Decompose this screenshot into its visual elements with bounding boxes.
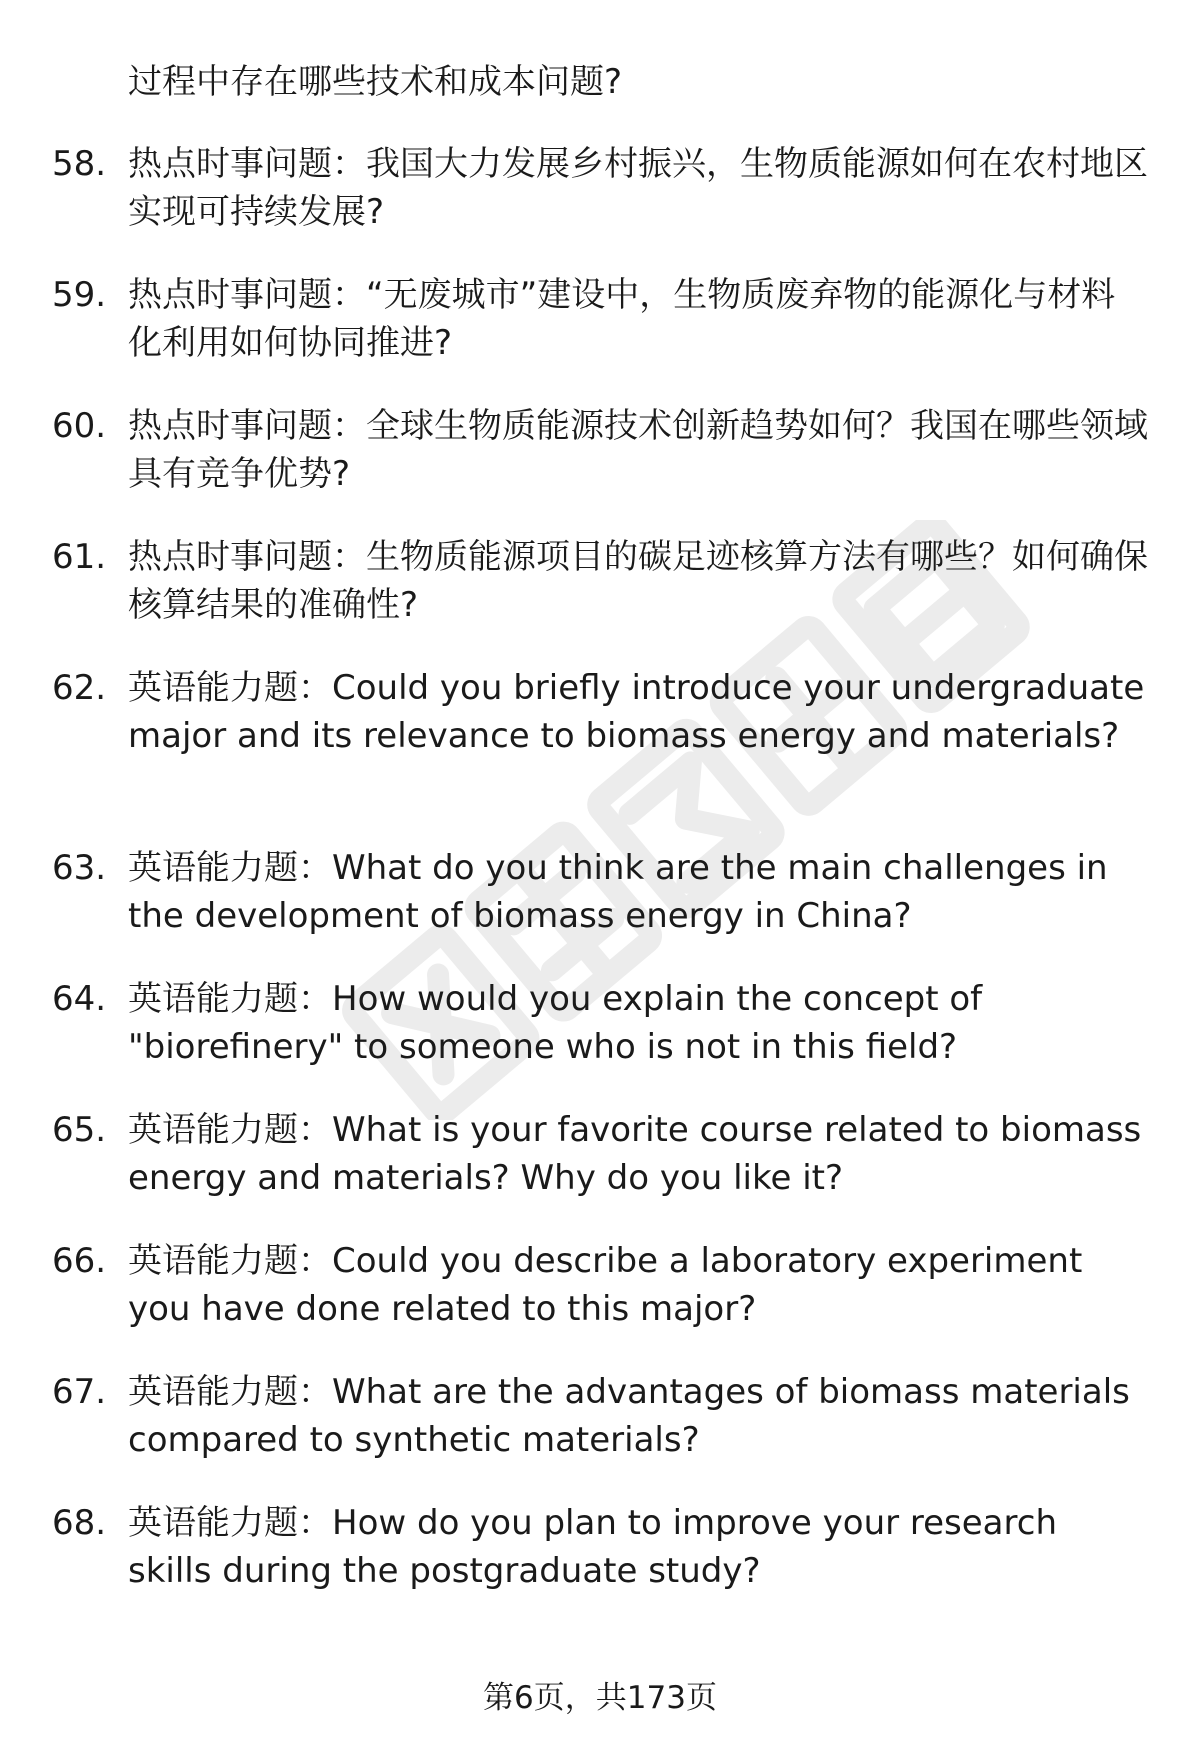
page-footer: 第6页，共173页 (483, 1680, 717, 1716)
question-text: 热点时事问题：生物质能源项目的碳足迹核算方法有哪些？如何确保核算结果的准确性? (128, 537, 1148, 625)
question-number: 68. (52, 1503, 107, 1543)
question-text: 英语能力题：What do you think are the main challenges in the development of biomass energy in China? (128, 848, 1108, 936)
question-number: 67. (52, 1372, 107, 1412)
question-number: 60. (52, 406, 107, 446)
question-text: 英语能力题：Could you describe a laboratory experiment you have done related to this major? (128, 1241, 1083, 1329)
question-number: 58. (52, 144, 107, 184)
question-text: 英语能力题：What is your favorite course related to biomass energy and materials? Why do you like it? (128, 1110, 1142, 1198)
question-text: 英语能力题：Could you briefly introduce your undergraduate major and its relevance to biomass energy and materials? (128, 668, 1145, 756)
question-text: 英语能力题：What are the advantages of biomass materials compared to synthetic materials? (128, 1372, 1130, 1460)
question-text: 热点时事问题：全球生物质能源技术创新趋势如何？我国在哪些领域具有竞争优势? (128, 406, 1148, 494)
question-number: 61. (52, 537, 107, 577)
question-text: 热点时事问题：“无废城市”建设中，生物质废弃物的能源化与材料化利用如何协同推进? (128, 275, 1116, 363)
question-number: 65. (52, 1110, 107, 1150)
question-text: 英语能力题：How would you explain the concept of "biorefinery" to someone who is not in this field? (128, 979, 983, 1067)
question-number: 66. (52, 1241, 107, 1281)
question-number: 59. (52, 275, 107, 315)
question-number: 63. (52, 848, 107, 888)
question-text: 英语能力题：How do you plan to improve your research skills during the postgraduate study? (128, 1503, 1057, 1591)
question-number: 62. (52, 668, 107, 708)
question-number: 64. (52, 979, 107, 1019)
question-continuation-text: 过程中存在哪些技术和成本问题? (128, 62, 623, 102)
question-text: 热点时事问题：我国大力发展乡村振兴，生物质能源如何在农村地区实现可持续发展? (128, 144, 1148, 232)
